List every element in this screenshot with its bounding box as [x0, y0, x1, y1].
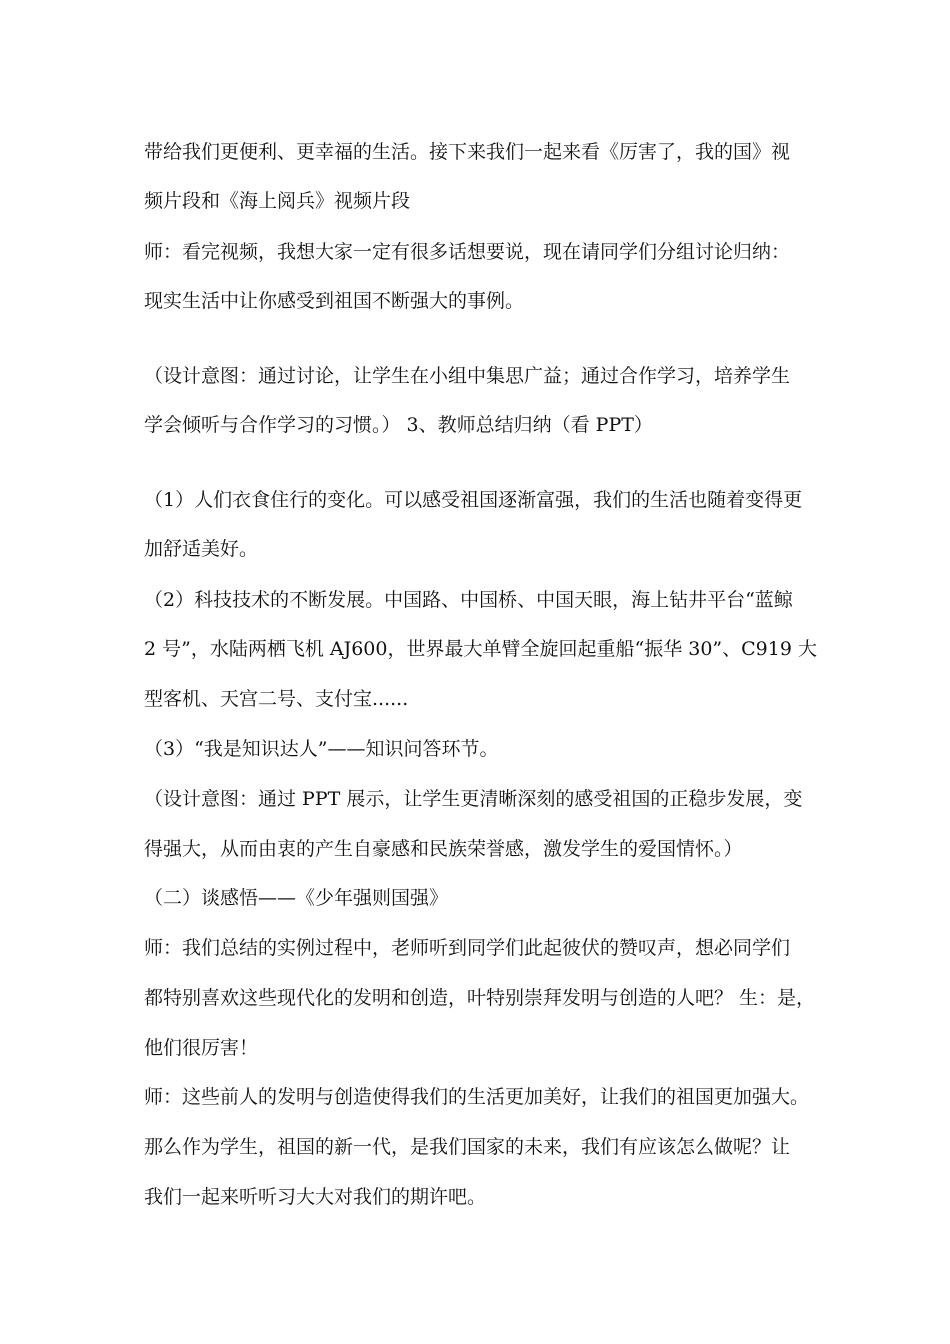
text-line: 师：看完视频，我想大家一定有很多话想要说，现在请同学们分组讨论归纳：	[144, 241, 791, 263]
text-line: 加舒适美好。	[144, 538, 259, 560]
text-line: 那么作为学生，祖国的新一代，是我们国家的未来，我们有应该怎么做呢？让	[144, 1136, 791, 1158]
text-line: （设计意图：通过 PPT 展示，让学生更清晰深刻的感受祖国的正稳步发展，变	[144, 788, 803, 810]
text-line: 他们很厉害！	[144, 1037, 259, 1059]
text-line: 得强大，从而由衷的产生自豪感和民族荣誉感，激发学生的爱国情怀。）	[144, 838, 743, 860]
text-line: 2 号”，水陆两栖飞机 AJ600，世界最大单臂全旋回起重船“振华 30”、C919 大	[144, 638, 817, 660]
text-line: 带给我们更便利、更幸福的生活。接下来我们一起来看《厉害了，我的国》视	[144, 141, 791, 163]
text-line: 频片段和《海上阅兵》视频片段	[144, 190, 411, 212]
text-line: （二）谈感悟——《少年强则国强》	[144, 887, 449, 909]
text-line: 现实生活中让你感受到祖国不断强大的事例。	[144, 290, 525, 312]
text-line: 学会倾听与合作学习的习惯。） 3、教师总结归纳（看 PPT）	[144, 414, 653, 436]
text-line: 我们一起来听听习大大对我们的期许吧。	[144, 1186, 487, 1208]
text-line: （设计意图：通过讨论，让学生在小组中集思广益；通过合作学习，培养学生	[144, 365, 791, 387]
text-line: 师：这些前人的发明与创造使得我们的生活更加美好，让我们的祖国更加强大。	[144, 1086, 810, 1108]
text-line: 师：我们总结的实例过程中，老师听到同学们此起彼伏的赞叹声，想必同学们	[144, 937, 791, 959]
text-line: （3）“我是知识达人”——知识问答环节。	[144, 738, 499, 760]
text-line: （2）科技技术的不断发展。中国路、中国桥、中国天眼，海上钻井平台“蓝鲸	[144, 589, 793, 611]
text-line: 都特别喜欢这些现代化的发明和创造，叶特别崇拜发明与创造的人吧？ 生：是，	[144, 987, 816, 1009]
text-line: 型客机、天宫二号、支付宝......	[144, 688, 409, 710]
text-line: （1）人们衣食住行的变化。可以感受祖国逐渐富强，我们的生活也随着变得更	[144, 489, 803, 511]
